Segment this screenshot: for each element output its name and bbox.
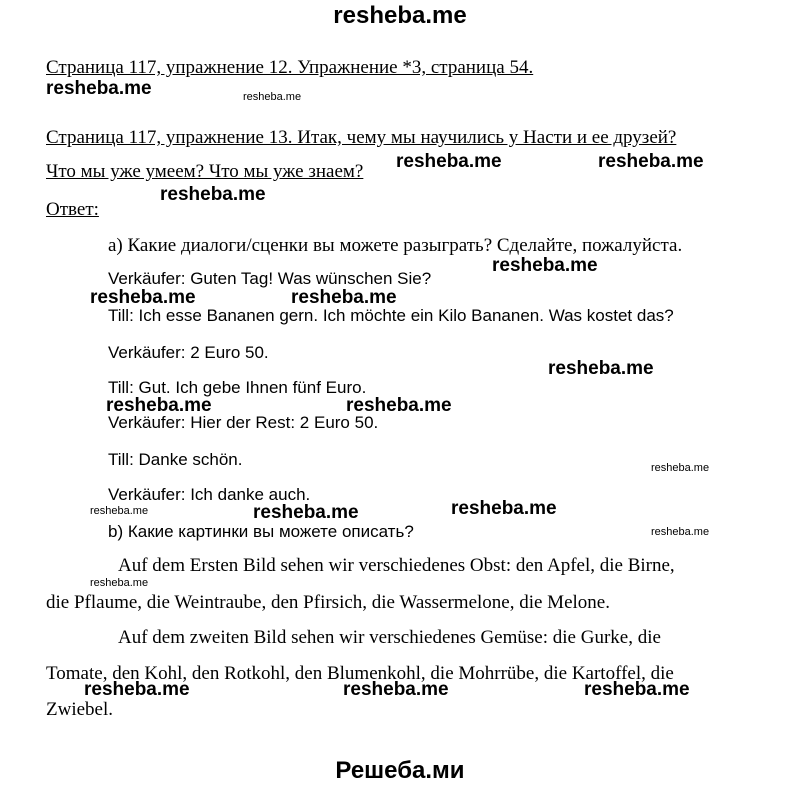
answer-label: Ответ: (46, 199, 99, 220)
part-a-question: а) Какие диалоги/сценки вы можете разыграть? Сделайте, пожалуйста. (108, 235, 683, 256)
watermark: resheba.me (253, 502, 359, 523)
watermark-small: resheba.me (651, 526, 710, 538)
watermark-small: resheba.me (243, 91, 302, 103)
watermark: resheba.me (291, 287, 397, 308)
task-13-title-line1[interactable]: Страница 117, упражнение 13. Итак, чему мы научились у Насти и ее друзей? (46, 127, 677, 148)
watermark: resheba.me (90, 287, 196, 308)
dialogue-line-6: Till: Danke schön. (108, 450, 243, 469)
watermark-small: resheba.me (651, 462, 710, 474)
watermark: resheba.me (584, 679, 690, 700)
watermark: resheba.me (160, 184, 266, 205)
watermark: resheba.me (548, 358, 654, 379)
task-13-title-line2[interactable]: Что мы уже умеем? Что мы уже знаем? (46, 161, 364, 182)
watermark: resheba.me (106, 395, 212, 416)
dialogue-line-1: Verkäufer: Guten Tag! Was wünschen Sie? (108, 269, 432, 288)
watermark-small: resheba.me (90, 505, 149, 517)
paragraph-2-line-2: Tomate, den Kohl, den Rotkohl, den Blumenkohl, die Mohrrübe, die Kartoffel, die (46, 663, 674, 684)
paragraph-2-line-3: Zwiebel. (46, 699, 114, 720)
watermark: resheba.me (46, 78, 152, 99)
dialogue-line-2: Till: Ich esse Bananen gern. Ich möchte ein Kilo Bananen. Was kostet das? (108, 306, 674, 325)
paragraph-1-line-1: Auf dem Ersten Bild sehen wir verschiedenes Obst: den Apfel, die Birne, (118, 555, 675, 576)
site-header-brand: resheba.me (333, 2, 467, 29)
dialogue-line-5: Verkäufer: Hier der Rest: 2 Euro 50. (108, 413, 379, 432)
watermark: resheba.me (84, 679, 190, 700)
watermark: resheba.me (346, 395, 452, 416)
watermark: resheba.me (492, 255, 598, 276)
watermark: resheba.me (451, 498, 557, 519)
task-12-title[interactable]: Страница 117, упражнение 12. Упражнение *3, страница 54. (46, 57, 534, 78)
dialogue-line-7: Verkäufer: Ich danke auch. (108, 485, 311, 504)
watermark: resheba.me (343, 679, 449, 700)
dialogue-line-4: Till: Gut. Ich gebe Ihnen fünf Euro. (108, 378, 367, 397)
part-b-question: b) Какие картинки вы можете описать? (108, 522, 414, 541)
paragraph-1-line-2: die Pflaume, die Weintraube, den Pfirsich, die Wassermelone, die Melone. (46, 592, 610, 613)
watermark: resheba.me (598, 151, 704, 172)
site-footer-brand: Решеба.ми (335, 757, 465, 784)
watermark: resheba.me (396, 151, 502, 172)
paragraph-2-line-1: Auf dem zweiten Bild sehen wir verschiedenes Gemüse: die Gurke, die (118, 627, 661, 648)
dialogue-line-3: Verkäufer: 2 Euro 50. (108, 343, 269, 362)
watermark-small: resheba.me (90, 577, 149, 589)
